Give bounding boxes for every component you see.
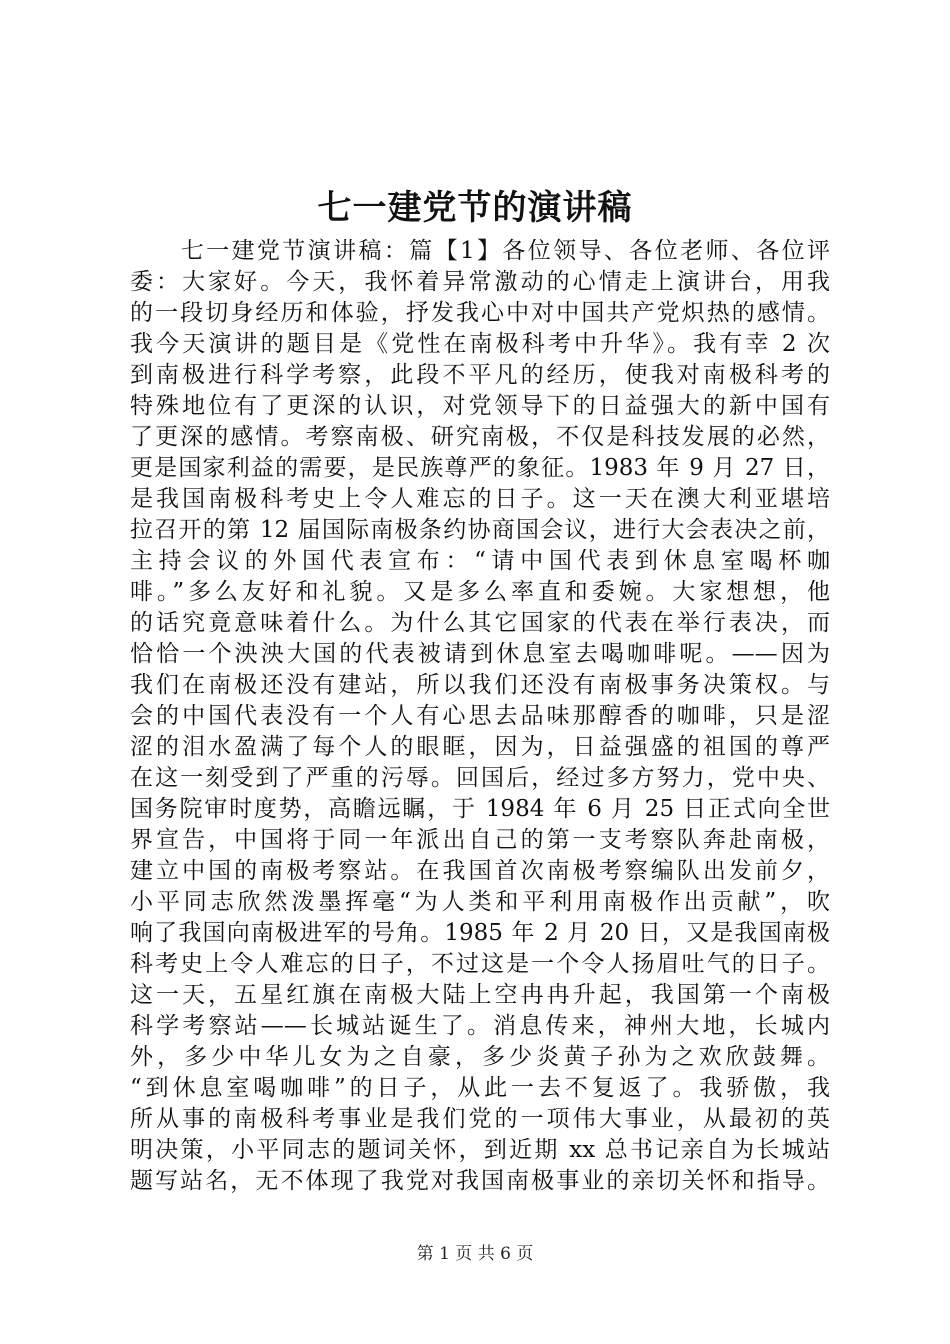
body-text-line: 的话究竟意味着什么。为什么其它国家的代表在举行表决，而 <box>130 610 830 636</box>
body-text-line: 更是国家利益的需要，是民族尊严的象征。1983 年 9 月 27 日， <box>130 455 830 481</box>
body-text-line: 委：大家好。今天，我怀着异常激动的心情走上演讲台，用我 <box>130 269 830 295</box>
body-text-line: 响了我国向南极进军的号角。1985 年 2 月 20 日，又是我国南极 <box>130 920 830 946</box>
body-text-line: 到南极进行科学考察，此段不平凡的经历，使我对南极科考的 <box>130 362 830 388</box>
body-text-line: 科学考察站——长城站诞生了。消息传来，神州大地，长城内 <box>130 1013 830 1039</box>
body-text-line: 这一天，五星红旗在南极大陆上空冉冉升起，我国第一个南极 <box>130 982 830 1008</box>
body-text-line: 在这一刻受到了严重的污辱。回国后，经过多方努力，党中央、 <box>130 765 830 791</box>
body-text-line: 题写站名，无不体现了我党对我国南极事业的亲切关怀和指导。 <box>130 1168 830 1194</box>
body-text-line: 七一建党节演讲稿：篇【1】各位领导、各位老师、各位评 <box>130 238 830 264</box>
document-body <box>130 236 830 1197</box>
body-text-line: 我今天演讲的题目是《党性在南极科考中升华》。我有幸 2 次 <box>130 331 830 357</box>
body-text-line: 明决策，小平同志的题词关怀，到近期 xx 总书记亲自为长城站 <box>130 1137 830 1163</box>
body-text-line: 了更深的感情。考察南极、研究南极，不仅是科技发展的必然， <box>130 424 830 450</box>
body-text-line: 界宣告，中国将于同一年派出自己的第一支考察队奔赴南极， <box>130 827 830 853</box>
body-text-line: 啡。”多么友好和礼貌。又是多么率直和委婉。大家想想，他 <box>130 579 830 605</box>
body-text-line: 科考史上令人难忘的日子，不过这是一个令人扬眉吐气的日子。 <box>130 951 830 977</box>
body-text-line: 恰恰一个泱泱大国的代表被请到休息室去喝咖啡呢。——因为 <box>130 641 830 667</box>
page-footer: 第 1 页 共 6 页 <box>416 1244 534 1264</box>
body-text-line: 是我国南极科考史上令人难忘的日子。这一天在澳大利亚堪培 <box>130 486 830 512</box>
body-text-line: 特殊地位有了更深的认识，对党领导下的日益强大的新中国有 <box>130 393 830 419</box>
body-text-line: 的一段切身经历和体验，抒发我心中对中国共产党炽热的感情。 <box>130 300 830 326</box>
document-title: 七一建党节的演讲稿 <box>317 188 633 228</box>
body-text-line: 拉召开的第 12 届国际南极条约协商国会议，进行大会表决之前， <box>130 517 830 543</box>
body-text-line: “到休息室喝咖啡”的日子，从此一去不复返了。我骄傲，我 <box>130 1075 830 1101</box>
body-text-line: 小平同志欣然泼墨挥毫“为人类和平利用南极作出贡献”，吹 <box>130 889 830 915</box>
body-text-line: 涩的泪水盈满了每个人的眼眶，因为，日益强盛的祖国的尊严 <box>130 734 830 760</box>
body-text-line: 国务院审时度势，高瞻远瞩，于 1984 年 6 月 25 日正式向全世 <box>130 796 830 822</box>
body-text-line: 主持会议的外国代表宣布：“请中国代表到休息室喝杯咖 <box>130 548 830 574</box>
body-text-line: 所从事的南极科考事业是我们党的一项伟大事业，从最初的英 <box>130 1106 830 1132</box>
body-text-line: 建立中国的南极考察站。在我国首次南极考察编队出发前夕， <box>130 858 830 884</box>
body-text-line: 会的中国代表没有一个人有心思去品味那醇香的咖啡，只是涩 <box>130 703 830 729</box>
body-text-line: 我们在南极还没有建站，所以我们还没有南极事务决策权。与 <box>130 672 830 698</box>
body-text-line: 外，多少中华儿女为之自豪，多少炎黄子孙为之欢欣鼓舞。 <box>130 1044 830 1070</box>
